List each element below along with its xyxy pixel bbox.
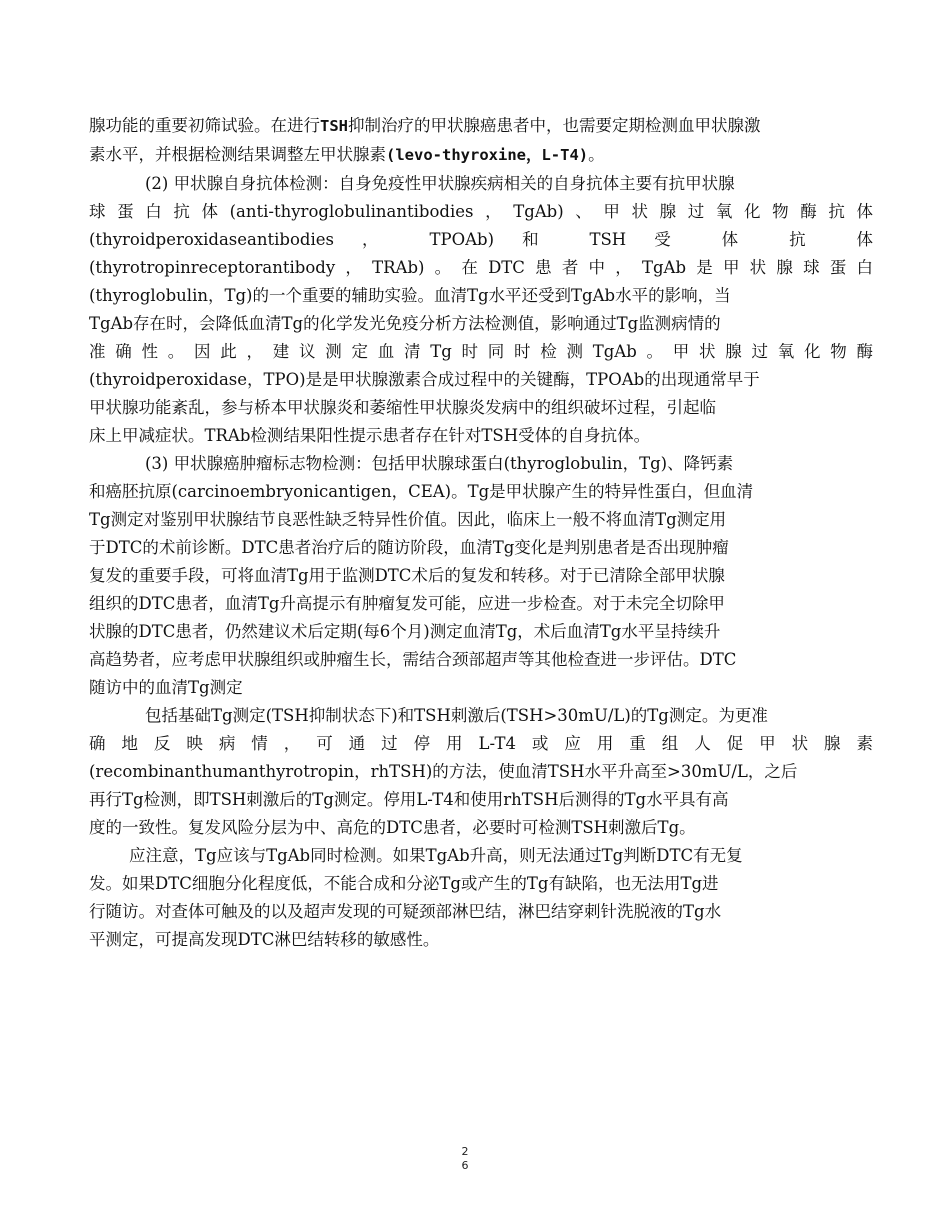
text-line xyxy=(89,114,873,138)
paragraph-5-first-line: 应注意，Tg应该与TgAb同时检测。如果TgAb升高，则无法通过Tg判断DTC有无复 xyxy=(129,846,743,865)
text-line: 发。如果DTC细胞分化程度低，不能合成和分泌Tg或产生的Tg有缺陷，也无法用Tg进 xyxy=(89,874,719,893)
text-line: 确地反映病情，可通过停用L-T4或应用重组人促甲状腺素 xyxy=(89,734,873,753)
text-span: 抑制治疗的甲状腺癌患者中，也需要定期检测血甲状腺激 xyxy=(348,116,761,135)
text-line: 床上甲减症状。TRAb检测结果阳性提示患者存在针对TSH受体的自身抗体。 xyxy=(89,426,651,445)
text-span-mono: TSH xyxy=(320,117,348,135)
text-line: 平测定，可提高发现DTC淋巴结转移的敏感性。 xyxy=(89,930,440,949)
text-line: 球蛋白抗体(anti-thyroglobulinantibodies，TgAb)、甲状腺过氧化物酶抗体 xyxy=(89,202,873,221)
text-line: (thyroidperoxidase，TPO)是是甲状腺激素合成过程中的关键酶，TPOAb的出现通常早于 xyxy=(89,370,760,389)
text-span: 素水平，并根据检测结果调整左甲状腺素 xyxy=(89,145,386,164)
text-line: 度的一致性。复发风险分层为中、高危的DTC患者，必要时可检测TSH刺激后Tg。 xyxy=(89,818,696,837)
text-line: Tg测定对鉴别甲状腺结节良恶性缺乏特异性价值。因此，临床上一般不将血清Tg测定用 xyxy=(89,510,727,529)
paragraph-4-first-line: 包括基础Tg测定(TSH抑制状态下)和TSH刺激后(TSH>30mU/L)的Tg测定。为更准 xyxy=(145,706,768,725)
text-line: (thyrotropinreceptorantibody，TRAb)。在DTC患者中，TgAb是甲状腺球蛋白 xyxy=(89,258,873,277)
text-line: 甲状腺功能紊乱，参与桥本甲状腺炎和萎缩性甲状腺炎发病中的组织破坏过程，引起临 xyxy=(89,398,716,417)
text-line: (thyroglobulin，Tg)的一个重要的辅助实验。血清Tg水平还受到TgAb水平的影响，当 xyxy=(89,286,731,305)
paragraph-2-first-line: (2) 甲状腺自身抗体检测：自身免疫性甲状腺疾病相关的自身抗体主要有抗甲状腺 xyxy=(145,174,735,193)
text-line xyxy=(89,143,873,167)
text-line: TgAb存在时，会降低血清Tg的化学发光免疫分析方法检测值，影响通过Tg监测病情的 xyxy=(89,314,721,333)
text-line: 于DTC的术前诊断。DTC患者治疗后的随访阶段，血清Tg变化是判别患者是否出现肿瘤 xyxy=(89,538,729,557)
text-span: 。 xyxy=(588,145,605,164)
text-line: 高趋势者，应考虑甲状腺组织或肿瘤生长，需结合颈部超声等其他检查进一步评估。DTC xyxy=(89,650,737,669)
text-line: 组织的DTC患者，血清Tg升高提示有肿瘤复发可能，应进一步检查。对于未完全切除甲 xyxy=(89,594,725,613)
paragraph-3-first-line: (3) 甲状腺癌肿瘤标志物检测：包括甲状腺球蛋白(thyroglobulin，Tg)、降钙素 xyxy=(145,454,734,473)
text-line: 和癌胚抗原(carcinoembryonicantigen，CEA)。Tg是甲状腺产生的特异性蛋白，但血清 xyxy=(89,482,754,501)
page-number-digit: 2 xyxy=(461,1145,469,1158)
text-line: (recombinanthumanthyrotropin，rhTSH)的方法，使血清TSH水平升高至>30mU/L，之后 xyxy=(89,762,798,781)
text-line: 行随访。对查体可触及的以及超声发现的可疑颈部淋巴结，淋巴结穿刺针洗脱液的Tg水 xyxy=(89,902,722,921)
text-line: 再行Tg检测，即TSH刺激后的Tg测定。停用L-T4和使用rhTSH后测得的Tg水平具有高 xyxy=(89,790,729,809)
text-line: 准确性。因此，建议测定血清Tg时同时检测TgAb。甲状腺过氧化物酶 xyxy=(89,342,873,361)
text-line: 状腺的DTC患者，仍然建议术后定期(每6个月)测定血清Tg，术后血清Tg水平呈持续升 xyxy=(89,622,721,641)
text-span: 腺功能的重要初筛试验。在进行 xyxy=(89,116,320,135)
text-line: (thyroidperoxidaseantibodies ， TPOAb) 和 TSH 受 体 抗 体 xyxy=(89,230,873,249)
page-number-digit: 6 xyxy=(461,1159,469,1172)
text-line: 随访中的血清Tg测定 xyxy=(89,678,243,697)
text-line: 复发的重要手段，可将血清Tg用于监测DTC术后的复发和转移。对于已清除全部甲状腺 xyxy=(89,566,725,585)
text-span-mono: (levo-thyroxine，L-T4) xyxy=(386,146,589,164)
